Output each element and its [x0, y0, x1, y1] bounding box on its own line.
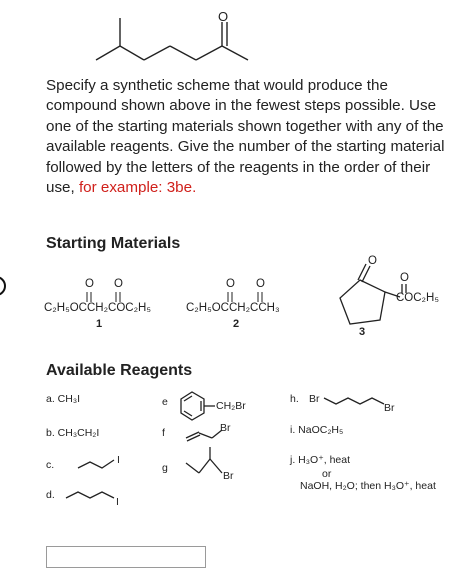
sm2-oxygen-right: O: [256, 278, 265, 290]
reagent-g-letter: g: [162, 462, 168, 474]
sm1-oxygen-right: O: [114, 278, 123, 290]
reagent-g-bromo: Br: [223, 470, 234, 482]
sm2-number: 2: [233, 318, 240, 330]
reagent-e-letter: e: [162, 396, 168, 408]
reagent-e-label: CH₂Br: [216, 400, 246, 412]
answer-input[interactable]: [46, 546, 206, 568]
starting-materials-heading: Starting Materials: [46, 235, 181, 252]
sm1-number: 1: [96, 318, 103, 330]
reagent-c-iodo: I: [117, 454, 120, 466]
reagent-a: a. CH₃I: [46, 393, 81, 405]
available-reagents-heading: Available Reagents: [46, 362, 193, 379]
question-body: Specify a synthetic scheme that would produce the compound shown above in the fewest steps possible. Use one of the starting materials shown together with any of the available reagents. Give the number of the starting material followed by the letters of the reagents in the order of their use,: [46, 77, 445, 197]
reagent-j-or: or: [322, 468, 332, 480]
reagent-i: i. NaOC₂H₅: [290, 424, 344, 436]
reagent-f-letter: f: [162, 427, 165, 439]
sm2-formula: C₂H₅OCCH₂CCH₃: [186, 302, 280, 314]
target-compound-structure: [0, 0, 474, 80]
reagent-d-iodo: I: [116, 496, 119, 508]
sm3-ester-label: COC₂H₅: [396, 292, 439, 304]
sm3-ester-oxygen: O: [400, 272, 409, 284]
sm1-formula: C₂H₅OCCH₂COC₂H₅: [44, 302, 151, 314]
reagent-h-bromo-right: Br: [384, 402, 395, 414]
reagent-d-letter: d.: [46, 489, 55, 501]
question-text: [46, 76, 446, 198]
reagent-c-letter: c.: [46, 459, 55, 471]
sm3-ring-oxygen: O: [368, 255, 377, 267]
target-oxygen-label: O: [218, 9, 229, 24]
reagent-j: j. H₃O⁺, heat: [290, 454, 351, 466]
reagent-h-bromo-left: Br: [309, 393, 320, 405]
sm2-oxygen-left: O: [226, 278, 235, 290]
reagent-j-alternative: NaOH, H₂O; then H₃O⁺, heat: [300, 480, 436, 492]
reagent-h-structure: [0, 390, 474, 430]
question-example: for example: 3be.: [78, 179, 197, 197]
sm3-number: 3: [359, 326, 366, 338]
reagent-h-letter: h.: [290, 393, 299, 405]
sm1-oxygen-left: O: [85, 278, 94, 290]
reagent-g-structure: [0, 445, 474, 505]
reagent-b: b. CH₃CH₂I: [46, 427, 100, 439]
reagent-f-bromo: Br: [220, 422, 231, 434]
